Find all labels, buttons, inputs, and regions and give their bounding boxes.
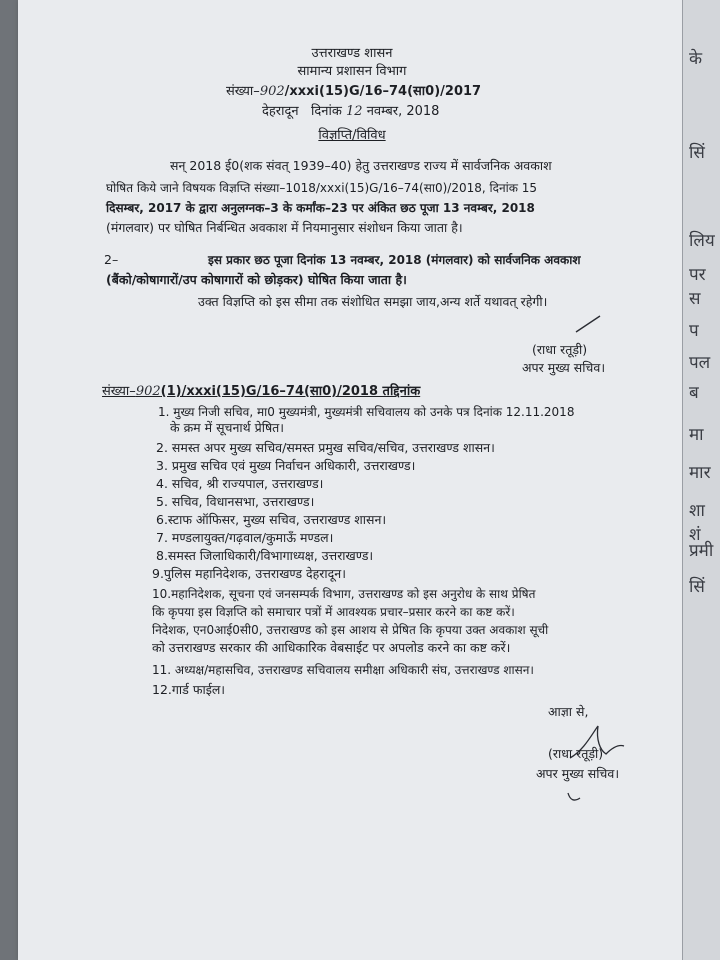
copy-ref-prefix: संख्या– (102, 384, 136, 399)
adjacent-page (682, 0, 720, 960)
reference-suffix: /xxxi(15)G/16–74(सा0)/2017 (284, 84, 482, 99)
adjacent-text: पर (689, 265, 706, 285)
issue-place: देहरादून (262, 104, 299, 119)
pen-mark (566, 790, 582, 804)
distribution-item: कि कृपया इस विज्ञप्ति को समाचार पत्रों में आवश्यक प्रचार–प्रसार करने का कष्ट करें। (152, 605, 515, 619)
distribution-item: 2. समस्त अपर मुख्य सचिव/समस्त प्रमुख सचिव/सचिव, उत्तराखण्ड शासन। (156, 440, 495, 455)
para1-line-3: दिसम्बर, 2017 के द्वारा अनुलग्नक–3 के कर्मांक–23 पर अंकित छठ पूजा 13 नवम्बर, 2018 (106, 201, 535, 215)
reference-prefix: संख्या– (226, 84, 260, 99)
reference-number (226, 84, 481, 100)
para3: उक्त विज्ञप्ति को इस सीमा तक संशोधित समझा जाय,अन्य शर्ते यथावत् रहेगी। (198, 294, 548, 309)
department-heading: सामान्य प्रशासन विभाग (297, 64, 407, 79)
distribution-item: 5. सचिव, विधानसभा, उत्तराखण्ड। (156, 494, 315, 509)
distribution-item: 12.गार्ड फाईल। (152, 682, 226, 697)
distribution-item: 7. मण्डलायुक्त/गढ़वाल/कुमाऊँ मण्डल। (156, 530, 334, 545)
adjacent-text: ब (689, 383, 699, 403)
copy-reference (102, 384, 420, 400)
distribution-item: 3. प्रमुख सचिव एवं मुख्य निर्वाचन अधिकारी, उत्तराखण्ड। (156, 458, 416, 473)
signatory-designation-2: अपर मुख्य सचिव। (536, 766, 620, 781)
date-label: दिनांक (311, 104, 342, 119)
adjacent-text: सिं (689, 577, 705, 597)
distribution-item: 4. सचिव, श्री राज्यपाल, उत्तराखण्ड। (156, 476, 324, 491)
adjacent-text: मा (689, 425, 704, 445)
distribution-item: 1. मुख्य निजी सचिव, मा0 मुख्यमंत्री, मुख्यमंत्री सचिवालय को उनके पत्र दिनांक 12.11.2018 (158, 405, 575, 419)
para2-line-2: (बैंको/कोषागारों/उप कोषागारों को छोड़कर) घोषित किया जाता है। (106, 272, 407, 287)
signatory-name-1: (राधा रतूड़ी) (532, 342, 588, 357)
notice-title: विज्ञप्ति/विविध (318, 128, 386, 143)
date-handwritten: 12 (346, 104, 363, 119)
adjacent-text: पल (689, 353, 711, 373)
adjacent-text: मार (689, 463, 711, 483)
distribution-item: 10.महानिदेशक, सूचना एवं जनसम्पर्क विभाग, उत्तराखण्ड को इस अनुरोध के साथ प्रेषित (152, 587, 536, 601)
document-page (18, 0, 686, 960)
distribution-item: 6.स्टाफ ऑफिसर, मुख्य सचिव, उत्तराखण्ड शासन। (156, 512, 387, 527)
reference-handwritten-number: 902 (259, 84, 285, 99)
para1-line-1: सन् 2018 ई0(शक संवत् 1939–40) हेतु उत्तराखण्ड राज्य में सार्वजनिक अवकाश (170, 158, 552, 173)
distribution-item: निदेशक, एन0आई0सी0, उत्तराखण्ड को इस आशय से प्रेषित कि कृपया उक्त अवकाश सूची (152, 623, 549, 637)
adjacent-text: के (689, 49, 703, 69)
para2-number: 2– (104, 252, 119, 267)
adjacent-text: प (689, 321, 699, 341)
copy-ref-handwritten: 902 (135, 384, 161, 399)
adjacent-text: शा (689, 501, 705, 521)
para2-line-1: इस प्रकार छठ पूजा दिनांक 13 नवम्बर, 2018 (मंगलवार) को सार्वजनिक अवकाश (208, 253, 581, 267)
para1-line-4: (मंगलवार) पर घोषित निर्बन्धित अवकाश में नियमानुसार संशोधन किया जाता है। (106, 220, 463, 235)
by-order: आज्ञा से, (548, 704, 589, 719)
issue-place-date (262, 104, 439, 120)
distribution-item: 11. अध्यक्ष/महासचिव, उत्तराखण्ड सचिवालय समीक्षा अधिकारी संघ, उत्तराखण्ड शासन। (152, 663, 534, 677)
distribution-item: 8.समस्त जिलाधिकारी/विभागाध्यक्ष, उत्तराखण्ड। (156, 548, 374, 563)
adjacent-text: शं (689, 525, 701, 545)
para1-line-2: घोषित किये जाने विषयक विज्ञप्ति संख्या–1018/xxxi(15)G/16–74(सा0)/2018, दिनांक 15 (106, 181, 538, 195)
distribution-item: 9.पुलिस महानिदेशक, उत्तराखण्ड देहरादून। (152, 566, 346, 581)
distribution-item: को उत्तराखण्ड सरकार की आधिकारिक वेबसाईट पर अपलोड करने का कष्ट करें। (152, 640, 511, 655)
adjacent-text: प्रमी (689, 541, 714, 561)
date-suffix: नवम्बर, 2018 (366, 104, 440, 119)
signature-mark-1 (574, 312, 604, 336)
signatory-designation-1: अपर मुख्य सचिव। (522, 360, 606, 375)
adjacent-text: सिं (689, 143, 705, 163)
copy-ref-rest: (1)/xxxi(15)G/16–74(सा0)/2018 तद्दिनांक (160, 384, 421, 399)
signatory-name-2: (राधा रतूड़ी) (548, 746, 604, 761)
adjacent-text: स (689, 289, 701, 309)
adjacent-text: लिय (689, 231, 715, 251)
government-heading: उत्तराखण्ड शासन (311, 46, 393, 61)
distribution-item: के क्रम में सूचनार्थ प्रेषित। (170, 420, 285, 435)
